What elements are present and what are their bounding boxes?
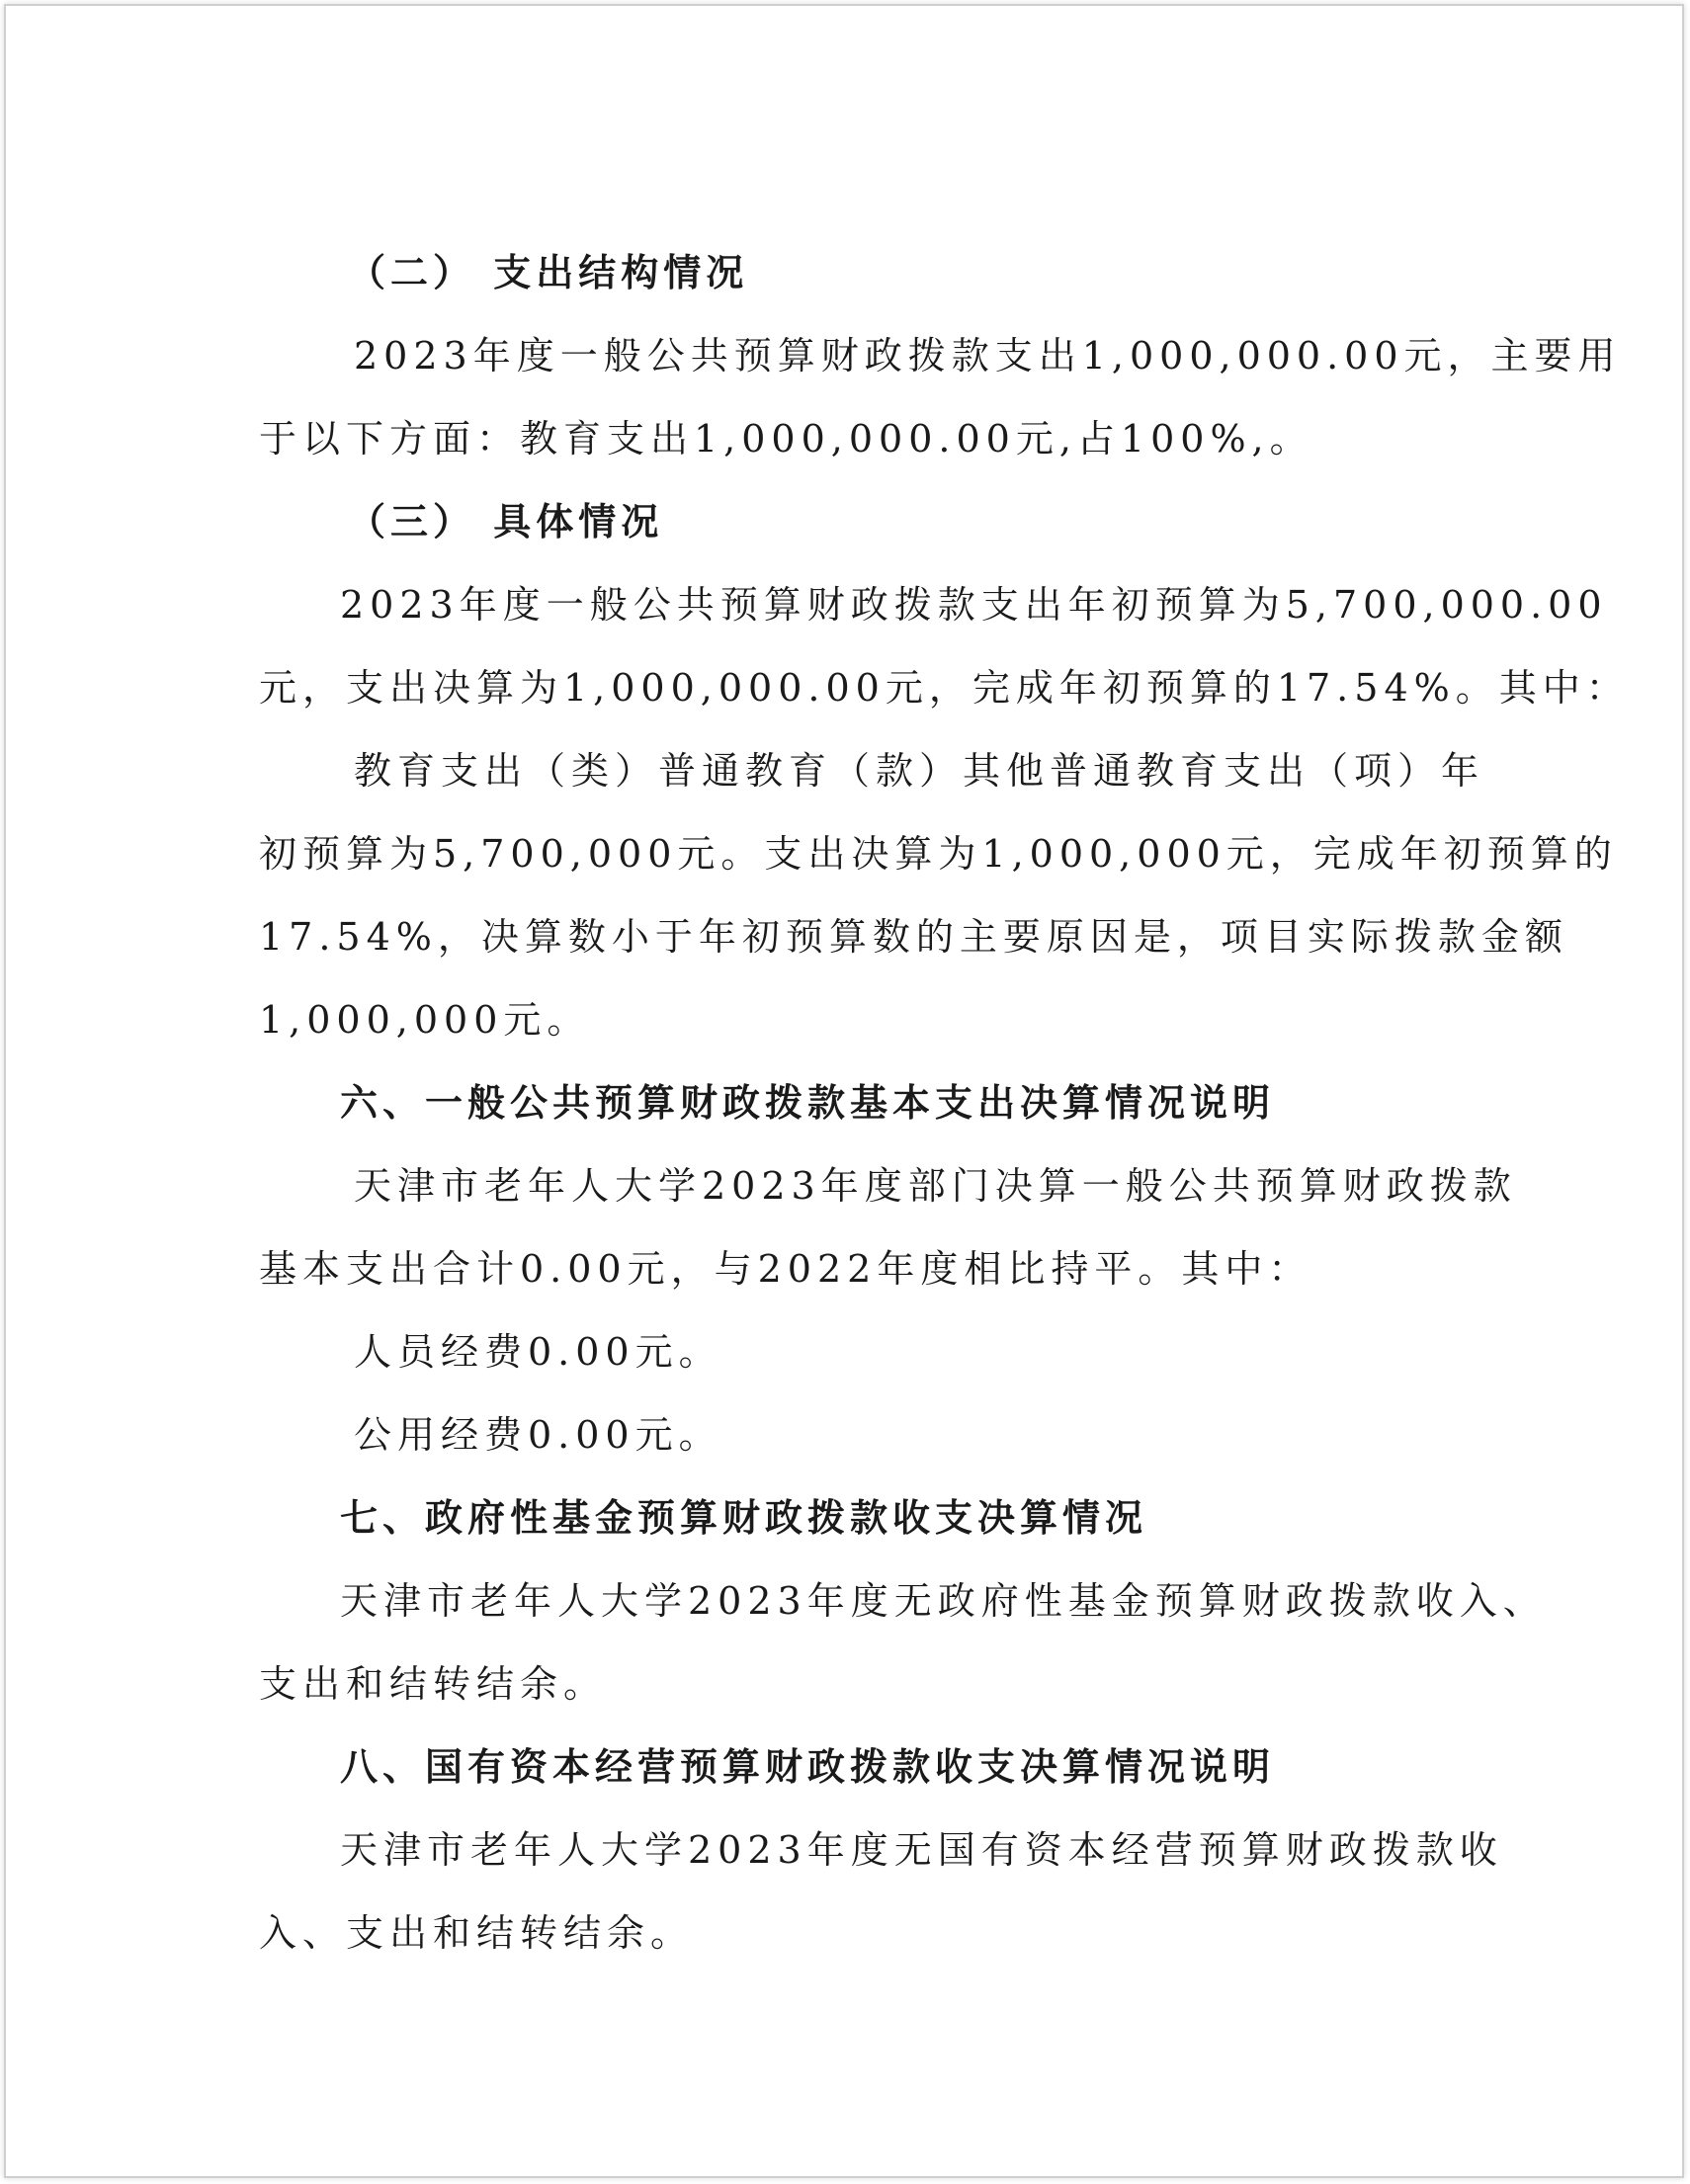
- paragraph-line: 17.54%，决算数小于年初预算数的主要原因是，项目实际拨款金额: [259, 915, 1568, 959]
- paragraph-line: 入、支出和结转结余。: [259, 1911, 695, 1955]
- section-heading-six: 六、一般公共预算财政拨款基本支出决算情况说明: [340, 1081, 1276, 1125]
- section-heading-eight: 八、国有资本经营预算财政拨款收支决算情况说明: [340, 1745, 1276, 1789]
- paragraph-line: 2023年度一般公共预算财政拨款支出1,000,000.00元，主要用: [354, 334, 1622, 378]
- paragraph-line: 教育支出（类）普通教育（款）其他普通教育支出（项）年: [354, 749, 1485, 793]
- paragraph-line: 人员经费0.00元。: [354, 1330, 722, 1374]
- paragraph-line: 天津市老年人大学2023年度无国有资本经营预算财政拨款收: [340, 1828, 1503, 1872]
- document-body: [259, 231, 1630, 1974]
- paragraph-line: 1,000,000元。: [259, 998, 591, 1042]
- paragraph-line: 于以下方面：教育支出1,000,000.00元,占100%,。: [259, 417, 1313, 461]
- section-heading-expenditure-structure: （二） 支出结构情况: [348, 251, 749, 294]
- paragraph-line: 元，支出决算为1,000,000.00元，完成年初预算的17.54%。其中：: [259, 666, 1630, 710]
- paragraph-line: 天津市老年人大学2023年度无政府性基金预算财政拨款收入、: [340, 1579, 1547, 1623]
- paragraph-line: 基本支出合计0.00元，与2022年度相比持平。其中：: [259, 1247, 1312, 1291]
- section-heading-seven: 七、政府性基金预算财政拨款收支决算情况: [340, 1496, 1148, 1540]
- paragraph-line: 2023年度一般公共预算财政拨款支出年初预算为5,700,000.00: [340, 583, 1608, 627]
- paragraph-line: 公用经费0.00元。: [354, 1413, 722, 1457]
- section-heading-specific-situation: （三） 具体情况: [348, 500, 664, 544]
- paragraph-line: 支出和结转结余。: [259, 1662, 608, 1706]
- document-page: [4, 4, 1684, 2178]
- paragraph-line: 初预算为5,700,000元。支出决算为1,000,000元，完成年初预算的: [259, 832, 1618, 876]
- paragraph-line: 天津市老年人大学2023年度部门决算一般公共预算财政拨款: [354, 1164, 1517, 1208]
